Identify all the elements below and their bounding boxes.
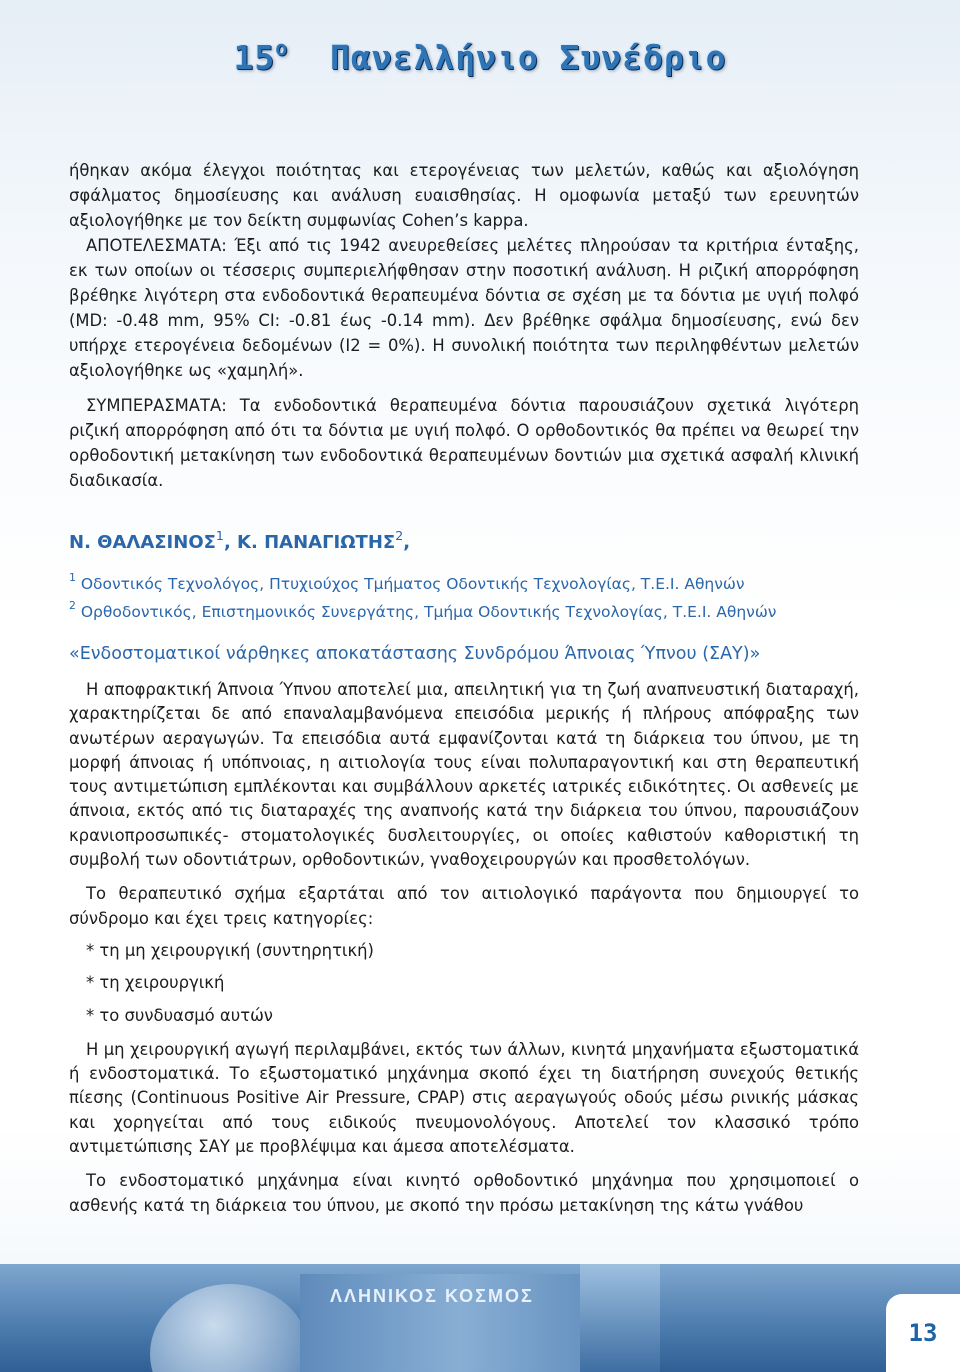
footer-tower-image [580, 1264, 660, 1372]
affiliation-1-text: Οδοντικός Τεχνολόγος, Πτυχιούχος Τμήματος Οδοντικής Τεχνολογίας, Τ.Ε.Ι. Αθηνών [80, 575, 745, 593]
list-item: * το συνδυασμό αυτών [86, 1005, 273, 1025]
authors-line [69, 528, 410, 553]
authors-separator: , [223, 532, 238, 553]
affiliation-2 [69, 599, 776, 621]
abstract-paragraph-4: Το ενδοστοματικό μηχάνημα είναι κινητό ορθοδοντικό μηχάνημα που χρησιμοποιεί ο ασθενής κατά τη διάρκεια του ύπνου, με σκοπό την πρόσω μετακίνηση της κάτω γνάθου [69, 1171, 859, 1215]
abstract-text [69, 678, 859, 1218]
abstract-paragraph-3: Η μη χειρουργική αγωγή περιλαμβάνει, εκτός των άλλων, κινητά μηχανήματα εξωστοματικά ή ενδοστοματικά. Το εξωστοματικό μηχάνημα σκοπό έχει τη διατήρηση συνεχούς θετικής πίεσης (Continuous Positive Air Pressure, CPAP) στις αεραγωγούς οδούς μέσω ρινικής μάσκας και χορηγείται από τους ειδικούς πνευμονολόγους. Αποτελεί τον κλασσικό τρόπο αντιμετώπισης ΣΑΥ με προβλέψιμα και άμεσα αποτελέσματα. [69, 1039, 859, 1157]
page-header-title [0, 36, 960, 77]
footer-building-sign: ΛΛΗΝΙΚΟΣ ΚΟΣΜΟΣ [330, 1286, 534, 1306]
previous-abstract-text [69, 158, 859, 493]
affiliation-2-text: Ορθοδοντικός, Επιστημονικός Συνεργάτης, Τμήμα Οδοντικής Τεχνολογίας, Τ.Ε.Ι. Αθηνών [80, 603, 777, 621]
affiliation-1 [69, 571, 745, 593]
paper-title: «Ενδοστοματικοί νάρθηκες αποκατάστασης Συνδρόμου Άπνοιας Ύπνου (ΣΑΥ)» [69, 644, 761, 664]
author-1-name: Ν. ΘΑΛΑΣΙΝΟΣ [69, 532, 216, 553]
abstract-paragraph-2: Το θεραπευτικό σχήμα εξαρτάται από τον αιτιολογικό παράγοντα που δημιουργεί το σύνδρομο και έχει τρεις κατηγορίες: [69, 884, 859, 928]
author-1-affil-mark: 1 [215, 528, 224, 543]
conclusions-paragraph: ΣΥΜΠΕΡΑΣΜΑΤΑ: Τα ενδοδοντικά θεραπευμένα δόντια παρουσιάζουν σχετικά λιγότερη ριζική απορρόφηση από ότι τα δόντια με υγιή πολφό. Ο ορθοδοντικός θα πρέπει να θεωρεί την ορθοδοντική μετακίνηση των ενδοδοντικά θεραπευμένων δοντιών μια σχετικά ασφαλή κλινική διαδικασία. [69, 396, 859, 490]
header-title-text: Πανελλήνιο Συνέδριο [330, 38, 727, 77]
results-paragraph: ΑΠΟΤΕΛΕΣΜΑΤΑ: Έξι από τις 1942 ανευρεθείσες μελέτες πληρούσαν τα κριτήρια ένταξης, εκ των οποίων οι τέσσερις συμπεριελήφθησαν στην ποσοτική ανάλυση. Η ριζική απορρόφηση βρέθηκε λιγότερη στα ενδοδοντικά θεραπευμένα δόντια σε σχέση με τα δόντια με υγιή πολφό (MD: -0.48 mm, 95% CI: -0.81 έως -0.14 mm). Δεν βρέθηκε σφάλμα δημοσίευσης, ενώ δεν υπήρχε ετερογένεια δεδομένων (I2 = 0%). Η συνολική ποιότητα των περιληφθέντων μελετών αξιολογήθηκε ως «χαμηλή». [69, 236, 859, 380]
page-number: 13 [886, 1294, 960, 1372]
list-item: * τη μη χειρουργική (συντηρητική) [86, 940, 374, 960]
affiliation-2-number: 2 [69, 599, 76, 612]
authors-trailing-comma: , [403, 532, 411, 553]
footer-photo-band [0, 1264, 960, 1372]
abstract-paragraph-1: Η αποφρακτική Άπνοια Ύπνου αποτελεί μια, απειλητική για τη ζωή αναπνευστική διαταραχή, χαρακτηρίζεται δε από επαναλαμβανόμενα επεισόδια μερικής ή πλήρους απόφραξης των ανωτέρων αεραγωγών. Τα επεισόδια αυτά εμφανίζονται κατά τη διάρκεια του ύπνου, με τη μορφή άπνοιας ή υπόπνοιας, η αιτιολογία τους είναι πολυπαραγοντική και στη θεραπευτική τους αντιμετώπιση εμπλέκονται και συμβάλλουν αρκετές ιατρικές ειδικότητες. Οι ασθενείς με άπνοια, εκτός από τις διαταραχές της αναπνοής κατά την διάρκεια του ύπνου, παρουσιάζουν κρανιοπροσωπικές- στοματολογικές δυσλειτουργίες, οι οποίες καθιστούν καθοριστική τη συμβολή των οδοντιάτρων, ορθοδοντικών, γναθοχειρουργών και προσθετολόγων. [69, 680, 859, 870]
header-title-ordinal: ο [275, 36, 289, 60]
author-2-affil-mark: 2 [395, 528, 404, 543]
methods-continuation-paragraph: ήθηκαν ακόμα έλεγχοι ποιότητας και ετερογένειας των μελετών, καθώς και αξιολόγηση σφάλματος δημοσίευσης και ανάλυση ευαισθησίας. Η ομοφωνία μεταξύ των ερευνητών αξιολογήθηκε με τον δείκτη συμφωνίας Cohen’s kappa. [69, 161, 859, 230]
author-2-name: Κ. ΠΑΝΑΓΙΩΤΗΣ [237, 532, 396, 553]
header-title-number: 15 [233, 38, 276, 77]
list-item: * τη χειρουργική [86, 973, 225, 993]
footer-dome-image [150, 1284, 310, 1372]
affiliation-1-number: 1 [69, 571, 76, 584]
